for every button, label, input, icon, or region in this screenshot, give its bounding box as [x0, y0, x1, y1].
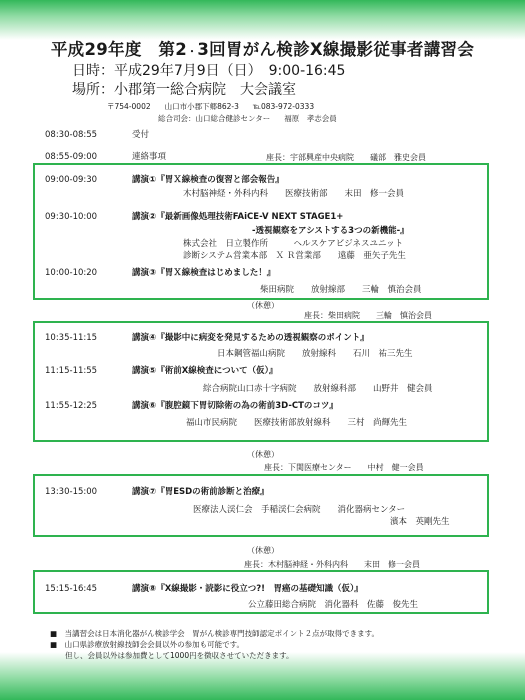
schedule-time: 09:30-10:00 [45, 212, 98, 222]
break-label: （休憩） [247, 450, 279, 459]
lecture-speaker: 柴田病院 放射線部 三輪 慎治会員 [260, 285, 422, 295]
master-of-ceremonies: 総合司会：山口総合健診センター 福原 孝志会員 [158, 114, 337, 123]
lecture-speaker: 日本鋼管福山病院 放射線科 石川 祐三先生 [217, 349, 413, 359]
lecture-speaker: 濱本 英剛先生 [390, 517, 450, 527]
venue-address: 〒754-0002 山口市小郡下郷862-3 ℡083-972-0333 [107, 102, 315, 111]
lecture-title: 講演⑧『X線撮影・読影に役立つ?! 胃癌の基礎知識（仮）』 [132, 584, 363, 594]
schedule-time: 11:15-11:55 [45, 366, 98, 376]
lecture-title: 講演⑥『腹腔鏡下胃切除術の為の術前3D-CTのコツ』 [132, 401, 338, 411]
chairperson: 座長：木村脳神経・外科内科 末田 修一会員 [244, 560, 420, 569]
lecture-speaker: 綜合病院山口赤十字病院 放射線科部 山野井 健会員 [203, 384, 433, 394]
schedule-time: 10:00-10:20 [45, 268, 98, 278]
lecture-title: 講演⑤『術前X線検査について（仮）』 [132, 366, 278, 376]
lecture-title: 講演③『胃Ｘ線検査はじめました！』 [132, 268, 276, 278]
schedule-time: 08:55-09:00 [45, 152, 98, 162]
break-label: （休憩） [247, 301, 279, 310]
schedule-time: 10:35-11:15 [45, 333, 98, 343]
event-date: 日時：平成29年7月9日（日） 9:00-16:45 [72, 63, 346, 79]
note-line: 但し、会員以外は参加費として1000円を徴収させていただきます。 [50, 651, 294, 660]
break-label: （休憩） [247, 546, 279, 555]
chairperson: 座長：宇部興産中央病院 礒部 雅史会員 [266, 153, 426, 162]
lecture-title: 講演①『胃Ｘ線検査の復習と部会報告』 [132, 175, 284, 185]
schedule-time: 11:55-12:25 [45, 401, 98, 411]
lecture-speaker: 公立藤田総合病院 消化器科 佐藤 俊先生 [248, 600, 419, 610]
schedule-time: 09:00-09:30 [45, 175, 98, 185]
event-place: 場所：小郡第一総合病院 大会議室 [72, 82, 296, 98]
lecture-subtitle: -透視観察をアシストする3つの新機能-』 [252, 226, 409, 236]
chairperson: 座長：下関医療センター 中村 健一会員 [264, 463, 424, 472]
lecture-speaker: 福山市民病院 医療技術部放射線科 三村 尚輝先生 [186, 418, 408, 428]
schedule-title: 受付 [132, 130, 150, 140]
lecture-speaker: 医療法人渓仁会 手稲渓仁会病院 消化器病センター [193, 505, 406, 515]
lecture-speaker: 株式会社 日立製作所 ヘルスケアビジネスユニット [183, 239, 404, 249]
top-green-band [0, 0, 525, 40]
schedule-time: 08:30-08:55 [45, 130, 98, 140]
note-line: ■ 山口県診療放射線技師会会員以外の参加も可能です。 [50, 640, 244, 649]
schedule-time: 15:15-16:45 [45, 584, 98, 594]
note-line: ■ 当講習会は日本消化器がん検診学会 胃がん検診専門技師認定ポイント２点が取得できます。 [50, 629, 379, 638]
schedule-time: 13:30-15:00 [45, 487, 98, 497]
chairperson: 座長：柴田病院 三輪 慎治会員 [304, 311, 432, 320]
schedule-title: 連絡事項 [132, 152, 167, 162]
lecture-title: 講演⑦『胃ESDの術前診断と治療』 [132, 487, 269, 497]
lecture-speaker: 診断システム営業本部 Ｘ Ｒ営業部 遠藤 亜矢子先生 [183, 251, 406, 261]
page-title: 平成29年度 第2・3回胃がん検診X線撮影従事者講習会 [50, 40, 475, 59]
lecture-title: 講演②『最新画像処理技術FAiCE-V NEXT STAGE1+ [132, 212, 344, 222]
lecture-title: 講演④『撮影中に病変を発見するための透視観察のポイント』 [132, 333, 369, 343]
lecture-speaker: 木村脳神経・外科内科 医療技術部 末田 修一会員 [183, 189, 405, 199]
